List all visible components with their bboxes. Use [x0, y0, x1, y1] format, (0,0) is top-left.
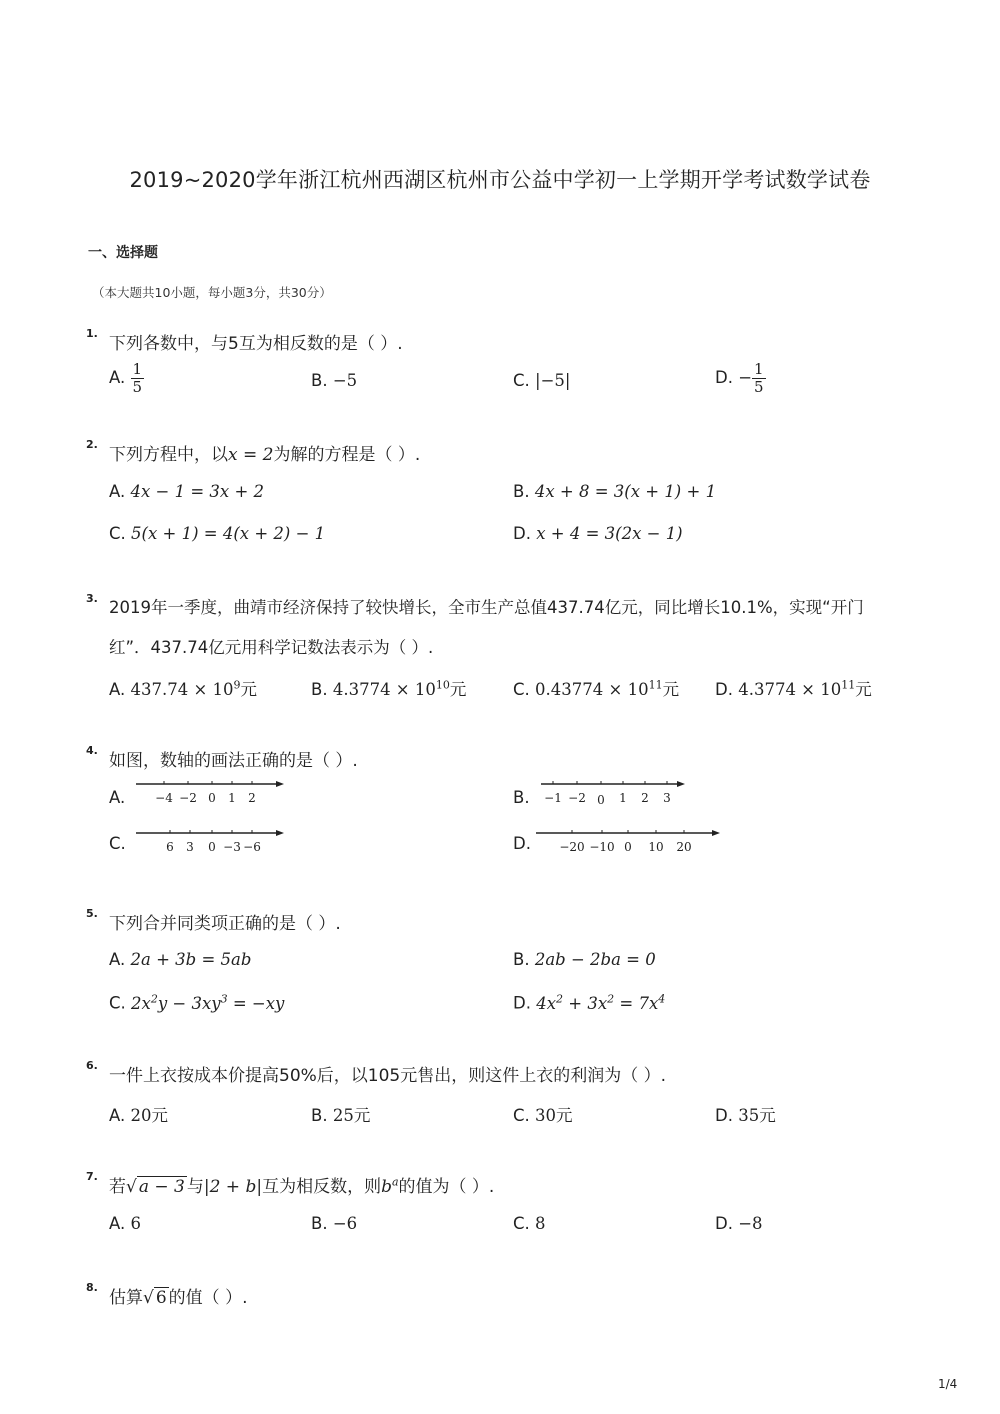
fraction: $\frac{1}{5}$: [132, 360, 143, 396]
option-label: C.: [109, 993, 126, 1013]
question-stem: 如图，数轴的画法正确的是（ ）.: [109, 751, 358, 771]
option-value: |−5|: [535, 371, 571, 390]
option-label: D.: [715, 680, 733, 699]
option-b: [311, 1214, 357, 1233]
tick-label: 3: [186, 840, 194, 854]
option-label: D.: [715, 1106, 733, 1125]
option-label: A.: [109, 482, 126, 501]
option-d: [715, 1214, 763, 1233]
section-heading: 一、选择题: [88, 245, 158, 261]
option-value: $2x^2y - 3xy^3 = -xy$: [131, 992, 285, 1013]
option-label: B.: [311, 371, 328, 390]
option-value: 25元: [332, 1106, 371, 1125]
option-value: −5: [332, 371, 358, 390]
question-number: 4.: [86, 744, 98, 757]
option-a: A. $437.74 \times 10^9$元: [109, 678, 258, 699]
tick-label: 0: [208, 791, 216, 805]
question-stem: 一件上衣按成本价提高50%后，以105元售出，则这件上衣的利润为（ ）.: [109, 1066, 667, 1086]
option-value: 30元: [535, 1106, 573, 1125]
option-label: B.: [311, 1106, 328, 1125]
question-number: 3.: [86, 592, 98, 605]
option-value: −6: [332, 1214, 358, 1233]
option-a-label: A.: [109, 788, 126, 807]
tick-label: −6: [243, 840, 261, 854]
tick-label: −1: [544, 791, 562, 805]
option-a: [109, 1214, 141, 1233]
exam-title: 2019~2020学年浙江杭州西湖区杭州市公益中学初一上学期开学考试数学试卷: [129, 168, 871, 192]
tick-label: −20: [559, 840, 585, 854]
option-value: $4x^2 + 3x^2 = 7x^4$: [536, 992, 666, 1013]
question-number: 6.: [86, 1059, 98, 1072]
option-value: 2ab − 2ba = 0: [534, 950, 656, 969]
tick-label: −3: [223, 840, 241, 854]
option-b: [311, 371, 357, 390]
option-value: 6: [130, 1214, 141, 1233]
option-b: [513, 950, 656, 969]
option-label: B.: [513, 482, 530, 501]
option-value: 4x + 8 = 3(x + 1) + 1: [534, 482, 717, 501]
option-label: C.: [513, 1214, 530, 1233]
option-c: [109, 992, 284, 1013]
option-c: [513, 1214, 546, 1233]
option-b: [311, 1102, 370, 1126]
number-line-c: [130, 824, 290, 856]
question-number: 8.: [86, 1281, 98, 1294]
tick-label: 2: [641, 791, 649, 805]
option-label: A.: [109, 1106, 126, 1125]
section-note: （本大题共10小题，每小题3分，共30分）: [92, 285, 332, 300]
tick-label: −10: [589, 840, 615, 854]
option-label: B.: [311, 680, 328, 699]
option-value: 2a + 3b = 5ab: [130, 950, 252, 969]
question-stem: 下列合并同类项正确的是（ ）.: [109, 914, 341, 934]
number-line-b: [535, 778, 695, 810]
number-line-a: [130, 778, 290, 810]
tick-label: 1: [228, 791, 236, 805]
option-value: −8: [738, 1214, 763, 1233]
option-d: [513, 524, 683, 543]
option-label: C.: [109, 524, 126, 543]
tick-label: 20: [676, 840, 692, 854]
option-value: 4x − 1 = 3x + 2: [130, 482, 265, 501]
option-label: C.: [513, 371, 530, 390]
question-stem: 下列方程中，以x = 2为解的方程是（ ）.: [109, 445, 421, 465]
sqrt-icon: √: [143, 1288, 154, 1308]
option-c: [513, 371, 570, 390]
option-c: [109, 524, 325, 543]
option-label: A.: [109, 368, 126, 387]
question-stem-line-1: 2019年一季度，曲靖市经济保持了较快增长，全市生产总值437.74亿元，同比增长10.1%，实现“开门: [109, 598, 864, 617]
tick-label: 1: [619, 791, 627, 805]
option-label: D.: [715, 1214, 733, 1233]
question-stem-line-2: 红”．437.74亿元用科学记数法表示为（ ）.: [109, 638, 434, 657]
question-number: 7.: [86, 1170, 98, 1183]
option-b-label: B.: [513, 788, 530, 807]
option-c: C. $0.43774 \times 10^{11}$元: [513, 678, 680, 699]
option-label: D.: [513, 993, 531, 1013]
sqrt-icon: √: [126, 1177, 137, 1197]
question-number: 2.: [86, 438, 98, 451]
option-c: [513, 1102, 573, 1126]
option-c-label: C.: [109, 834, 126, 853]
tick-label: 0: [597, 793, 605, 807]
question-stem: 若√ a − 3 与|2 + b|互为相反数，则$b^a$的值为（ ）.: [109, 1175, 495, 1197]
option-label: A.: [109, 680, 126, 699]
option-value: x + 4 = 3(2x − 1): [536, 524, 683, 543]
question-number: 1.: [86, 327, 98, 340]
option-label: A.: [109, 1214, 126, 1233]
tick-label: −2: [568, 791, 586, 805]
option-b: B. $4.3774 \times 10^{10}$元: [311, 678, 467, 699]
option-d: [715, 1102, 776, 1126]
option-a: [109, 950, 251, 969]
tick-label: 2: [248, 791, 256, 805]
tick-label: 10: [648, 840, 664, 854]
page-number: 1/4: [938, 1377, 958, 1391]
option-a: [109, 482, 264, 501]
option-a: [109, 361, 144, 396]
number-line-d: [530, 824, 730, 856]
option-a: [109, 1102, 168, 1126]
tick-label: 3: [663, 791, 671, 805]
option-b: [513, 482, 716, 501]
tick-label: −4: [155, 791, 173, 805]
option-value: 20元: [130, 1106, 168, 1125]
option-d: [513, 992, 665, 1013]
tick-label: −2: [179, 791, 197, 805]
tick-label: 6: [166, 840, 174, 854]
option-label: B.: [513, 950, 530, 969]
fraction: $\frac{1}{5}$: [754, 360, 764, 396]
option-d-label: D.: [513, 834, 531, 853]
tick-label: 0: [624, 840, 632, 854]
option-label: C.: [513, 1106, 530, 1125]
option-label: C.: [513, 680, 530, 699]
tick-label: 0: [208, 840, 216, 854]
question-stem: 估算√ 6 的值（ ）.: [109, 1288, 248, 1308]
option-d: D. − $\frac{1}{5}$: [715, 360, 764, 396]
option-label: D.: [715, 368, 733, 387]
option-label: A.: [109, 950, 126, 969]
option-value: 5(x + 1) = 4(x + 2) − 1: [131, 524, 326, 543]
question-number: 5.: [86, 907, 98, 920]
option-value: 35元: [738, 1106, 776, 1125]
option-d: D. $4.3774 \times 10^{11}$元: [715, 678, 872, 699]
option-value: 8: [535, 1214, 546, 1233]
option-label: D.: [513, 524, 531, 543]
option-label: B.: [311, 1214, 328, 1233]
question-stem: 下列各数中，与5互为相反数的是（ ）.: [109, 334, 403, 354]
